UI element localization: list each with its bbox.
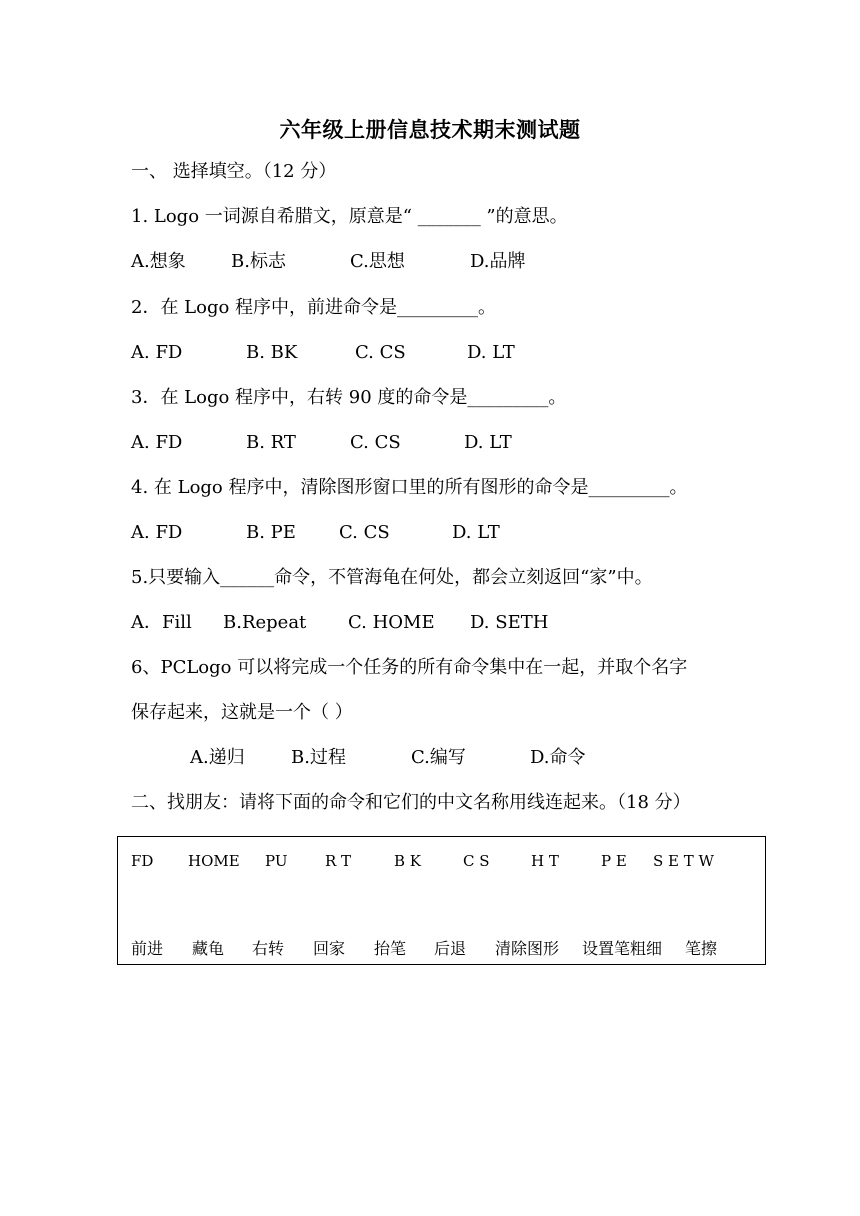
section-2-heading: 二、找朋友：请将下面的命令和它们的中文名称用线连起来。（18 分）	[131, 792, 691, 813]
matching-box	[117, 836, 766, 965]
question-6-stem-line-2: 保存起来，这就是一个（ ）	[131, 702, 353, 723]
option-b: B.Repeat	[223, 612, 307, 633]
command-bk: B K	[394, 852, 421, 870]
command-cs: C S	[463, 852, 490, 870]
option-a: A. FD	[131, 342, 183, 363]
name-qianjin: 前进	[131, 939, 164, 958]
name-shezhi-bicuxi: 设置笔粗细	[582, 939, 663, 958]
option-c: C.思想	[350, 251, 405, 272]
option-c: C. CS	[355, 342, 406, 363]
option-d: D. LT	[464, 432, 512, 453]
command-rt: R T	[325, 852, 352, 870]
question-6-stem-line-1: 6、PCLogo 可以将完成一个任务的所有命令集中在一起，并取个名字	[131, 657, 688, 678]
question-3-stem: 3．在 Logo 程序中，右转 90 度的命令是_________。	[131, 387, 567, 408]
name-bica: 笔擦	[685, 939, 718, 958]
question-2-options	[131, 341, 731, 365]
question-5-options	[131, 611, 731, 635]
name-qingchu-tuxing: 清除图形	[495, 939, 560, 958]
option-c: C.编写	[411, 747, 466, 768]
page-title: 六年级上册信息技术期末测试题	[279, 117, 581, 142]
command-setw: S E T W	[653, 852, 714, 870]
option-d: D.品牌	[470, 251, 526, 272]
section-1-heading: 一、 选择填空。（12 分）	[131, 161, 337, 182]
option-a: A.递归	[190, 747, 245, 768]
option-c: C. CS	[339, 522, 390, 543]
option-a: A. FD	[131, 522, 183, 543]
option-b: B.标志	[231, 251, 286, 272]
command-fd: FD	[131, 852, 154, 870]
option-b: B. RT	[246, 432, 296, 453]
option-d: D. SETH	[470, 612, 549, 633]
name-houtui: 后退	[434, 939, 467, 958]
option-b: B.过程	[291, 747, 346, 768]
option-d: D.命令	[530, 747, 586, 768]
question-3-options	[131, 431, 731, 455]
option-a: A.想象	[131, 251, 186, 272]
option-d: D. LT	[452, 522, 500, 543]
option-d: D. LT	[467, 342, 515, 363]
option-a: A．Fill	[131, 612, 192, 633]
command-pu: PU	[265, 852, 288, 870]
command-home: HOME	[188, 852, 240, 870]
name-huijia: 回家	[313, 939, 346, 958]
question-2-stem: 2．在 Logo 程序中，前进命令是_________。	[131, 297, 497, 318]
question-4-options	[131, 521, 731, 545]
command-ht: H T	[531, 852, 559, 870]
option-b: B. PE	[246, 522, 296, 543]
option-b: B. BK	[246, 342, 298, 363]
question-1-options	[131, 250, 731, 274]
command-pe: P E	[601, 852, 627, 870]
option-c: C. HOME	[348, 612, 435, 633]
name-canggui: 藏龟	[192, 939, 225, 958]
option-c: C. CS	[350, 432, 401, 453]
question-5-stem: 5.只要输入______命令，不管海龟在何处，都会立刻返回“家”中。	[131, 567, 653, 588]
name-youzhuan: 右转	[252, 939, 285, 958]
question-1-stem: 1. Logo 一词源自希腊文，原意是“ _______ ”的意思。	[131, 206, 568, 227]
question-6-options	[190, 746, 690, 770]
question-4-stem: 4. 在 Logo 程序中，清除图形窗口里的所有图形的命令是_________。	[131, 477, 688, 498]
option-a: A. FD	[131, 432, 183, 453]
name-taibi: 抬笔	[374, 939, 407, 958]
